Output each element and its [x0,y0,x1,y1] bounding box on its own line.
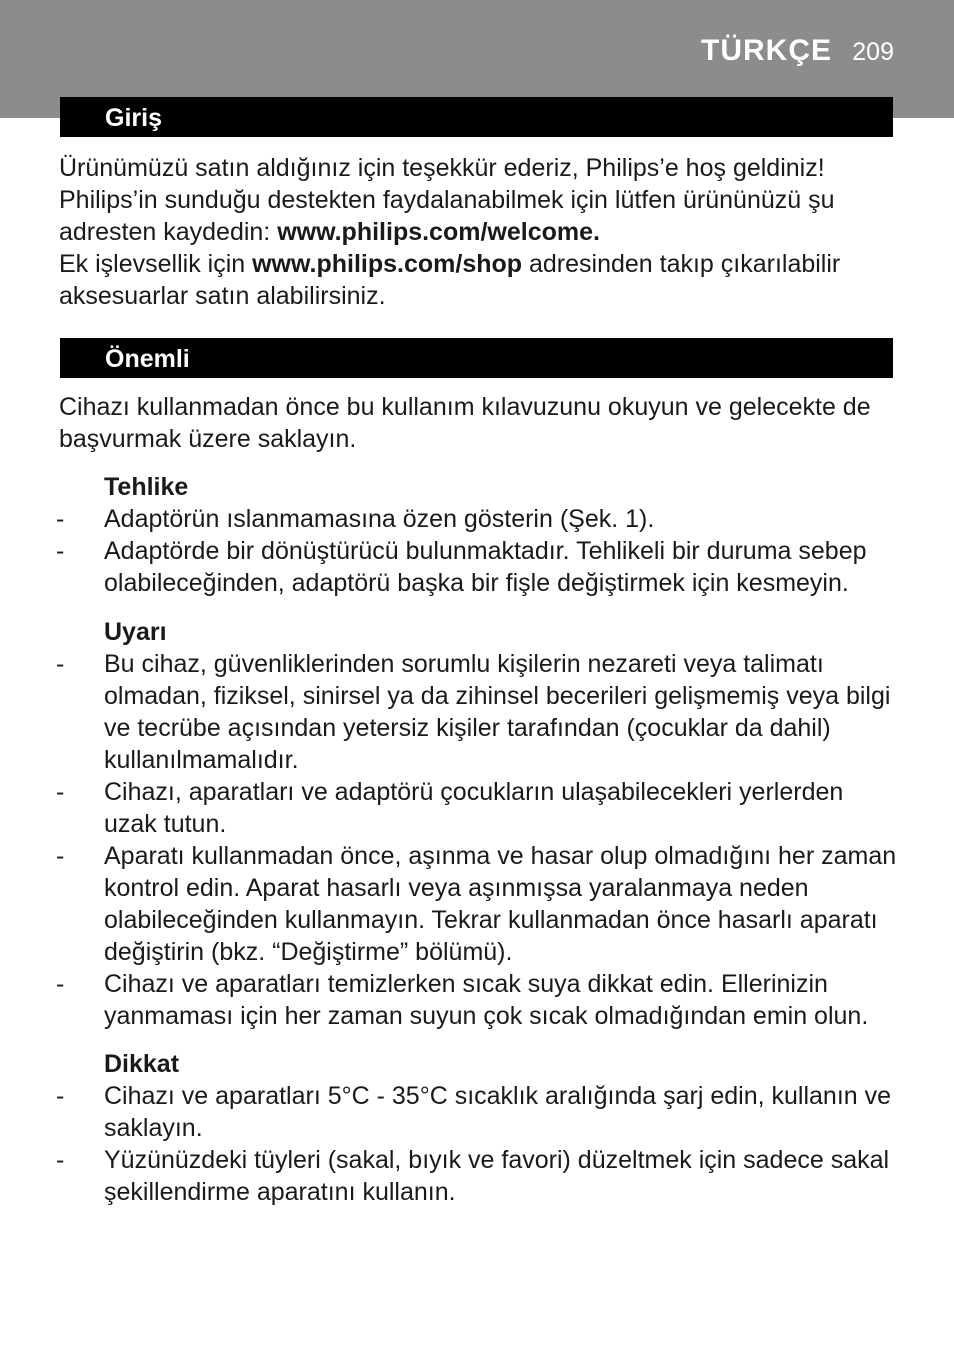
section-heading-important: Önemli [60,338,893,378]
list-item [56,535,901,599]
warning-heading: Uyarı [104,618,167,646]
list-item-text: Cihazı, aparatları ve adaptörü çocukların ulaşabilecekleri yerlerden uzak tutun. [104,778,844,838]
list-item-text: Adaptörde bir dönüştürücü bulunmaktadır. Tehlikeli bir duruma sebep olabileceğinden, adaptörü başka bir fişle değiştirmek için kesmeyin. [104,537,867,597]
list-item-text: Aparatı kullanmadan önce, aşınma ve hasar olup olmadığını her zaman kontrol edin. Aparat hasarlı veya aşınmışsa yaralanmaya neden olabileceğinden kullanmayın. Tekrar kullanmadan önce hasarlı aparatı değiştirin (bkz. “Değiştirme” bölümü). [104,842,897,966]
list-item [56,840,901,968]
bullet-dash: - [56,650,65,678]
danger-list [56,503,901,599]
danger-heading: Tehlike [104,473,189,501]
list-item [56,1144,901,1208]
intro-line-2: Philips’in sunduğu destekten faydalanabilmek için lütfen ürününüzü şu adresten kaydedin: [59,186,835,246]
list-item [56,1080,901,1144]
shop-link[interactable]: www.philips.com/shop [252,250,523,278]
list-item-text: Cihazı ve aparatları temizlerken sıcak suya dikkat edin. Ellerinizin yanmaması için her zaman suyun çok sıcak olmadığından emin olun. [104,970,869,1030]
list-item [56,503,901,535]
bullet-dash: - [56,1146,65,1174]
list-item [56,648,901,776]
list-item-text: Bu cihaz, güvenliklerinden sorumlu kişilerin nezareti veya talimatı olmadan, fiziksel, sinirsel ya da zihinsel becerileri gelişmemiş veya bilgi ve tecrübe açısından yetersiz kişiler tarafından (çocuklar da dahil) kullanılmamalıdır. [104,650,891,774]
important-paragraph: Cihazı kullanmadan önce bu kullanım kılavuzunu okuyun ve gelecekte de başvurmak üzere saklayın. [59,393,871,453]
intro-line-1: Ürünümüzü satın aldığınız için teşekkür ederiz, Philips’e hoş geldiniz! [59,154,825,182]
list-item [56,968,901,1032]
bullet-dash: - [56,1082,65,1110]
caution-heading: Dikkat [104,1050,180,1078]
caution-list [56,1080,901,1208]
section-heading-intro: Giriş [60,97,893,137]
bullet-dash: - [56,505,65,533]
warning-list [56,648,901,1032]
intro-line-3a: Ek işlevsellik için [59,250,253,278]
bullet-dash: - [56,778,65,806]
list-item-text: Cihazı ve aparatları 5°C - 35°C sıcaklık aralığında şarj edin, kullanın ve saklayın. [104,1082,892,1142]
list-item-text: Adaptörün ıslanmamasına özen gösterin (Şek. 1). [104,505,655,533]
welcome-link[interactable]: www.philips.com/welcome. [277,218,600,246]
intro-line-3b: adresinden takıp çıkarılabilir aksesuarlar satın alabilirsiniz. [59,250,841,310]
bullet-dash: - [56,970,65,998]
list-item-text: Yüzünüzdeki tüyleri (sakal, bıyık ve favori) düzeltmek için sadece sakal şekillendirme aparatını kullanın. [104,1146,890,1206]
bullet-dash: - [56,842,65,870]
list-item [56,776,901,840]
intro-paragraph [59,152,899,312]
language-title: TÜRKÇE [701,34,832,67]
page-number: 209 [852,38,894,66]
bullet-dash: - [56,537,65,565]
